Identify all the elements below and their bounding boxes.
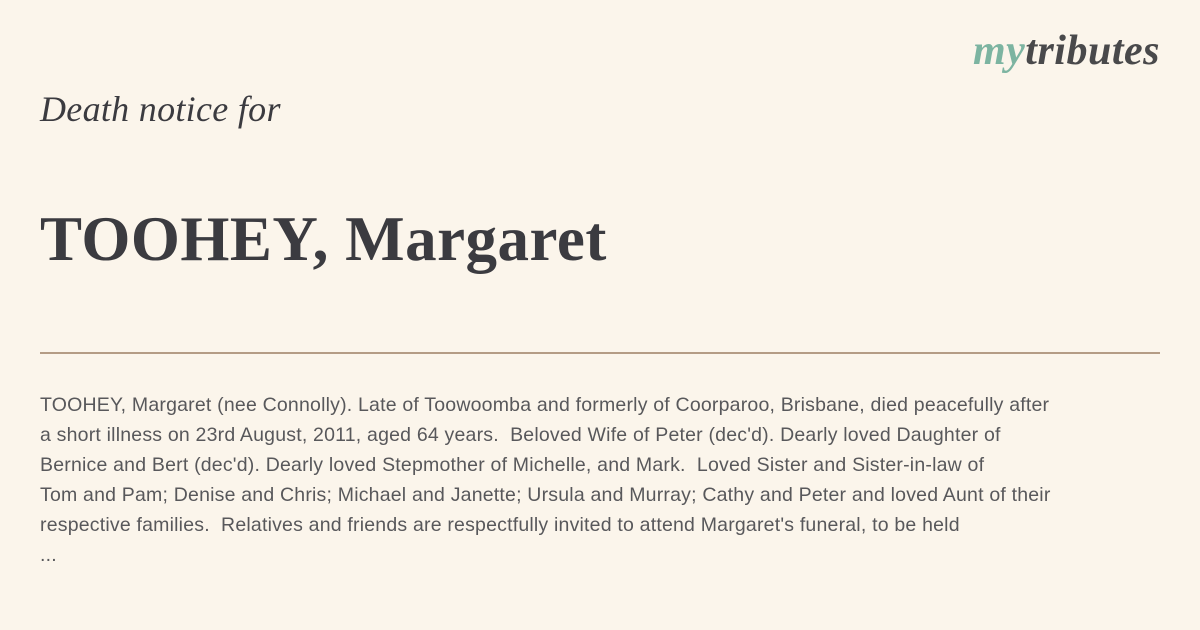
logo-tributes: tributes — [1025, 28, 1160, 74]
notice-line: Tom and Pam; Denise and Chris; Michael and Janette; Ursula and Murray; Cathy and Peter and loved Aunt of their — [40, 484, 1051, 506]
notice-line: respective families. Relatives and friends are respectfully invited to attend Margaret's funeral, to be held — [40, 514, 960, 536]
notice-line: TOOHEY, Margaret (nee Connolly). Late of Toowoomba and formerly of Coorparoo, Brisbane, died peacefully after — [40, 394, 1050, 416]
notice-line: a short illness on 23rd August, 2011, aged 64 years. Beloved Wife of Peter (dec'd). Dearly loved Daughter of — [40, 424, 1001, 446]
notice-truncation-ellipsis: ... — [40, 544, 57, 566]
death-notice-label: Death notice for — [40, 89, 281, 129]
notice-body — [40, 390, 1180, 570]
notice-line: Bernice and Bert (dec'd). Dearly loved Stepmother of Michelle, and Mark. Loved Sister and Sister-in-law of — [40, 454, 985, 476]
deceased-name-heading: TOOHEY, Margaret — [40, 204, 607, 274]
divider-rule — [40, 352, 1160, 354]
mytributes-logo[interactable] — [973, 30, 1160, 72]
logo-my: my — [972, 28, 1026, 74]
